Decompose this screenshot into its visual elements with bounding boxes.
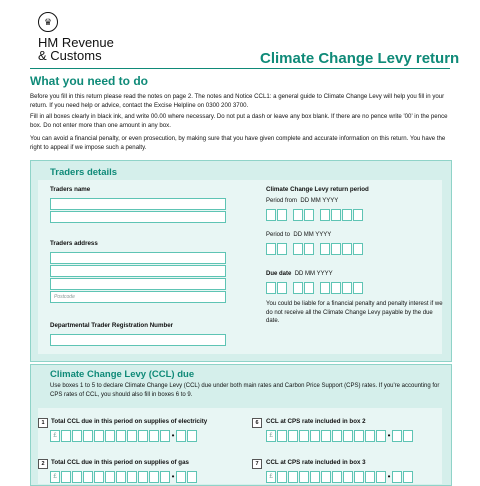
- ccl-heading: Climate Change Levy (CCL) due: [50, 369, 195, 380]
- decimal-point: •: [387, 431, 391, 440]
- date-cell[interactable]: [331, 209, 341, 221]
- box-number: 6: [252, 418, 262, 428]
- amount-cell[interactable]: [72, 471, 82, 483]
- amount-cell[interactable]: [354, 471, 364, 483]
- amount-cell[interactable]: [149, 430, 159, 442]
- date-cell[interactable]: [277, 282, 287, 294]
- box-1-amount[interactable]: [50, 430, 197, 442]
- amount-cell[interactable]: [138, 471, 148, 483]
- postcode-field[interactable]: Postcode: [50, 291, 226, 303]
- amount-cell[interactable]: [321, 430, 331, 442]
- date-cell[interactable]: [342, 282, 352, 294]
- amount-cell[interactable]: [127, 471, 137, 483]
- return-period-label: Climate Change Levy return period: [266, 186, 369, 193]
- box-2-amount[interactable]: [50, 471, 197, 483]
- intro-heading: What you need to do: [30, 74, 148, 88]
- amount-cell[interactable]: [376, 430, 386, 442]
- period-from-format: DD MM YYYY: [300, 198, 339, 204]
- date-cell[interactable]: [293, 209, 303, 221]
- amount-cell[interactable]: [116, 471, 126, 483]
- date-cell[interactable]: [342, 243, 352, 255]
- amount-cell[interactable]: [127, 430, 137, 442]
- amount-cell[interactable]: [160, 471, 170, 483]
- amount-cell[interactable]: [321, 471, 331, 483]
- date-cell[interactable]: [293, 243, 303, 255]
- date-cell[interactable]: [304, 282, 314, 294]
- box-2-label: Total CCL due in this period on supplies of gas: [51, 459, 189, 466]
- amount-cell[interactable]: [149, 471, 159, 483]
- box-7-amount[interactable]: [266, 471, 413, 483]
- pence-cell[interactable]: [176, 430, 186, 442]
- traders-address-field-2[interactable]: [50, 265, 226, 277]
- box-number: 2: [38, 459, 48, 469]
- amount-cell[interactable]: [299, 471, 309, 483]
- currency-cell: £: [266, 471, 276, 483]
- amount-cell[interactable]: [310, 471, 320, 483]
- amount-cell[interactable]: [310, 430, 320, 442]
- date-cell[interactable]: [331, 243, 341, 255]
- amount-cell[interactable]: [376, 471, 386, 483]
- box-1-label: Total CCL due in this period on supplies of electricity: [51, 418, 208, 425]
- amount-cell[interactable]: [288, 430, 298, 442]
- dtrn-label: Departmental Trader Registration Number: [50, 322, 174, 329]
- date-cell[interactable]: [266, 209, 276, 221]
- header-divider: [30, 68, 450, 69]
- amount-cell[interactable]: [288, 471, 298, 483]
- amount-cell[interactable]: [116, 430, 126, 442]
- pence-cell[interactable]: [176, 471, 186, 483]
- period-to-format: DD MM YYYY: [293, 232, 332, 238]
- currency-cell: £: [266, 430, 276, 442]
- decimal-point: •: [387, 472, 391, 481]
- amount-cell[interactable]: [343, 471, 353, 483]
- pence-cell[interactable]: [403, 430, 413, 442]
- dtrn-field[interactable]: [50, 334, 226, 346]
- period-to-date-boxes[interactable]: [266, 243, 363, 255]
- amount-cell[interactable]: [83, 430, 93, 442]
- box-number: 7: [252, 459, 262, 469]
- amount-cell[interactable]: [332, 430, 342, 442]
- box-6-amount[interactable]: [266, 430, 413, 442]
- pence-cell[interactable]: [403, 471, 413, 483]
- amount-cell[interactable]: [277, 471, 287, 483]
- box-7-label: CCL at CPS rate included in box 3: [266, 459, 366, 466]
- date-cell[interactable]: [320, 243, 330, 255]
- amount-cell[interactable]: [160, 430, 170, 442]
- intro-paragraph-3: You can avoid a financial penalty, or even prosecution, by making sure that you have given complete and accurate information on this return. You have the right to appeal if we impose such a penalty.: [30, 135, 446, 151]
- date-cell[interactable]: [266, 243, 276, 255]
- traders-name-field-2[interactable]: [50, 211, 226, 223]
- amount-cell[interactable]: [105, 430, 115, 442]
- date-cell[interactable]: [304, 209, 314, 221]
- box-number: 1: [38, 418, 48, 428]
- royal-crest-icon: ♛: [38, 12, 58, 32]
- pence-cell[interactable]: [392, 430, 402, 442]
- period-to-text: Period to: [266, 232, 291, 238]
- date-cell[interactable]: [353, 243, 363, 255]
- penalty-note: You could be liable for a financial penalty and penalty interest if we do not receive all the Climate Change Levy payable by the due date.: [266, 301, 443, 324]
- due-date-boxes[interactable]: [266, 282, 363, 294]
- period-to-label: [266, 231, 331, 240]
- date-cell[interactable]: [342, 209, 352, 221]
- amount-cell[interactable]: [61, 430, 71, 442]
- pence-cell[interactable]: [392, 471, 402, 483]
- form-title: Climate Change Levy return: [260, 50, 460, 67]
- traders-address-field-3[interactable]: [50, 278, 226, 290]
- date-cell[interactable]: [293, 282, 303, 294]
- amount-cell[interactable]: [365, 471, 375, 483]
- decimal-point: •: [171, 472, 175, 481]
- org-line-2: & Customs: [38, 48, 102, 63]
- date-cell[interactable]: [277, 209, 287, 221]
- amount-cell[interactable]: [83, 471, 93, 483]
- pence-cell[interactable]: [187, 430, 197, 442]
- traders-name-field-1[interactable]: [50, 198, 226, 210]
- amount-cell[interactable]: [72, 430, 82, 442]
- amount-cell[interactable]: [332, 471, 342, 483]
- amount-cell[interactable]: [299, 430, 309, 442]
- amount-cell[interactable]: [94, 471, 104, 483]
- decimal-point: •: [171, 431, 175, 440]
- due-date-text: Due date: [266, 271, 292, 277]
- box-6-label: CCL at CPS rate included in box 2: [266, 418, 366, 425]
- amount-cell[interactable]: [277, 430, 287, 442]
- traders-address-field-1[interactable]: [50, 252, 226, 264]
- period-from-date-boxes[interactable]: [266, 209, 363, 221]
- amount-cell[interactable]: [354, 430, 364, 442]
- period-from-label: [266, 197, 338, 206]
- date-cell[interactable]: [353, 209, 363, 221]
- due-date-format: DD MM YYYY: [294, 271, 333, 277]
- amount-cell[interactable]: [105, 471, 115, 483]
- amount-cell[interactable]: [61, 471, 71, 483]
- intro-paragraph-2: Fill in all boxes clearly in black ink, and write 00.00 where necessary. Do not put a dash or leave any box blank. If there are no pence write '00' in the pence box. Do not enter more than one amount in any box.: [30, 113, 448, 129]
- pence-cell[interactable]: [187, 471, 197, 483]
- date-cell[interactable]: [353, 282, 363, 294]
- amount-cell[interactable]: [94, 430, 104, 442]
- date-cell[interactable]: [277, 243, 287, 255]
- traders-heading: Traders details: [50, 167, 118, 178]
- intro-paragraph-1: Before you fill in this return please read the notes on page 2. The notes and Notice CCL1: a general guide to Climate Change Levy will help you fill in your return. If you need help or advice, contact the Excise Helpline on 0300 200 3700.: [30, 93, 445, 109]
- amount-cell[interactable]: [365, 430, 375, 442]
- traders-name-label: Traders name: [50, 186, 91, 193]
- date-cell[interactable]: [304, 243, 314, 255]
- traders-address-label: Traders address: [50, 240, 98, 247]
- currency-cell: £: [50, 430, 60, 442]
- date-cell[interactable]: [331, 282, 341, 294]
- org-line-1: HM Revenue: [38, 35, 114, 50]
- amount-cell[interactable]: [138, 430, 148, 442]
- date-cell[interactable]: [266, 282, 276, 294]
- currency-cell: £: [50, 471, 60, 483]
- ccl-paragraph: Use boxes 1 to 5 to declare Climate Change Levy (CCL) due under both main rates and Carbon Price Support (CPS) rates. If you're accounting for CPS rates of CCL, you should also fill in boxes 6 to 9.: [50, 383, 440, 398]
- amount-cell[interactable]: [343, 430, 353, 442]
- period-from-text: Period from: [266, 198, 298, 204]
- date-cell[interactable]: [320, 209, 330, 221]
- organisation-logo: [38, 36, 114, 62]
- due-date-label: [266, 270, 333, 279]
- date-cell[interactable]: [320, 282, 330, 294]
